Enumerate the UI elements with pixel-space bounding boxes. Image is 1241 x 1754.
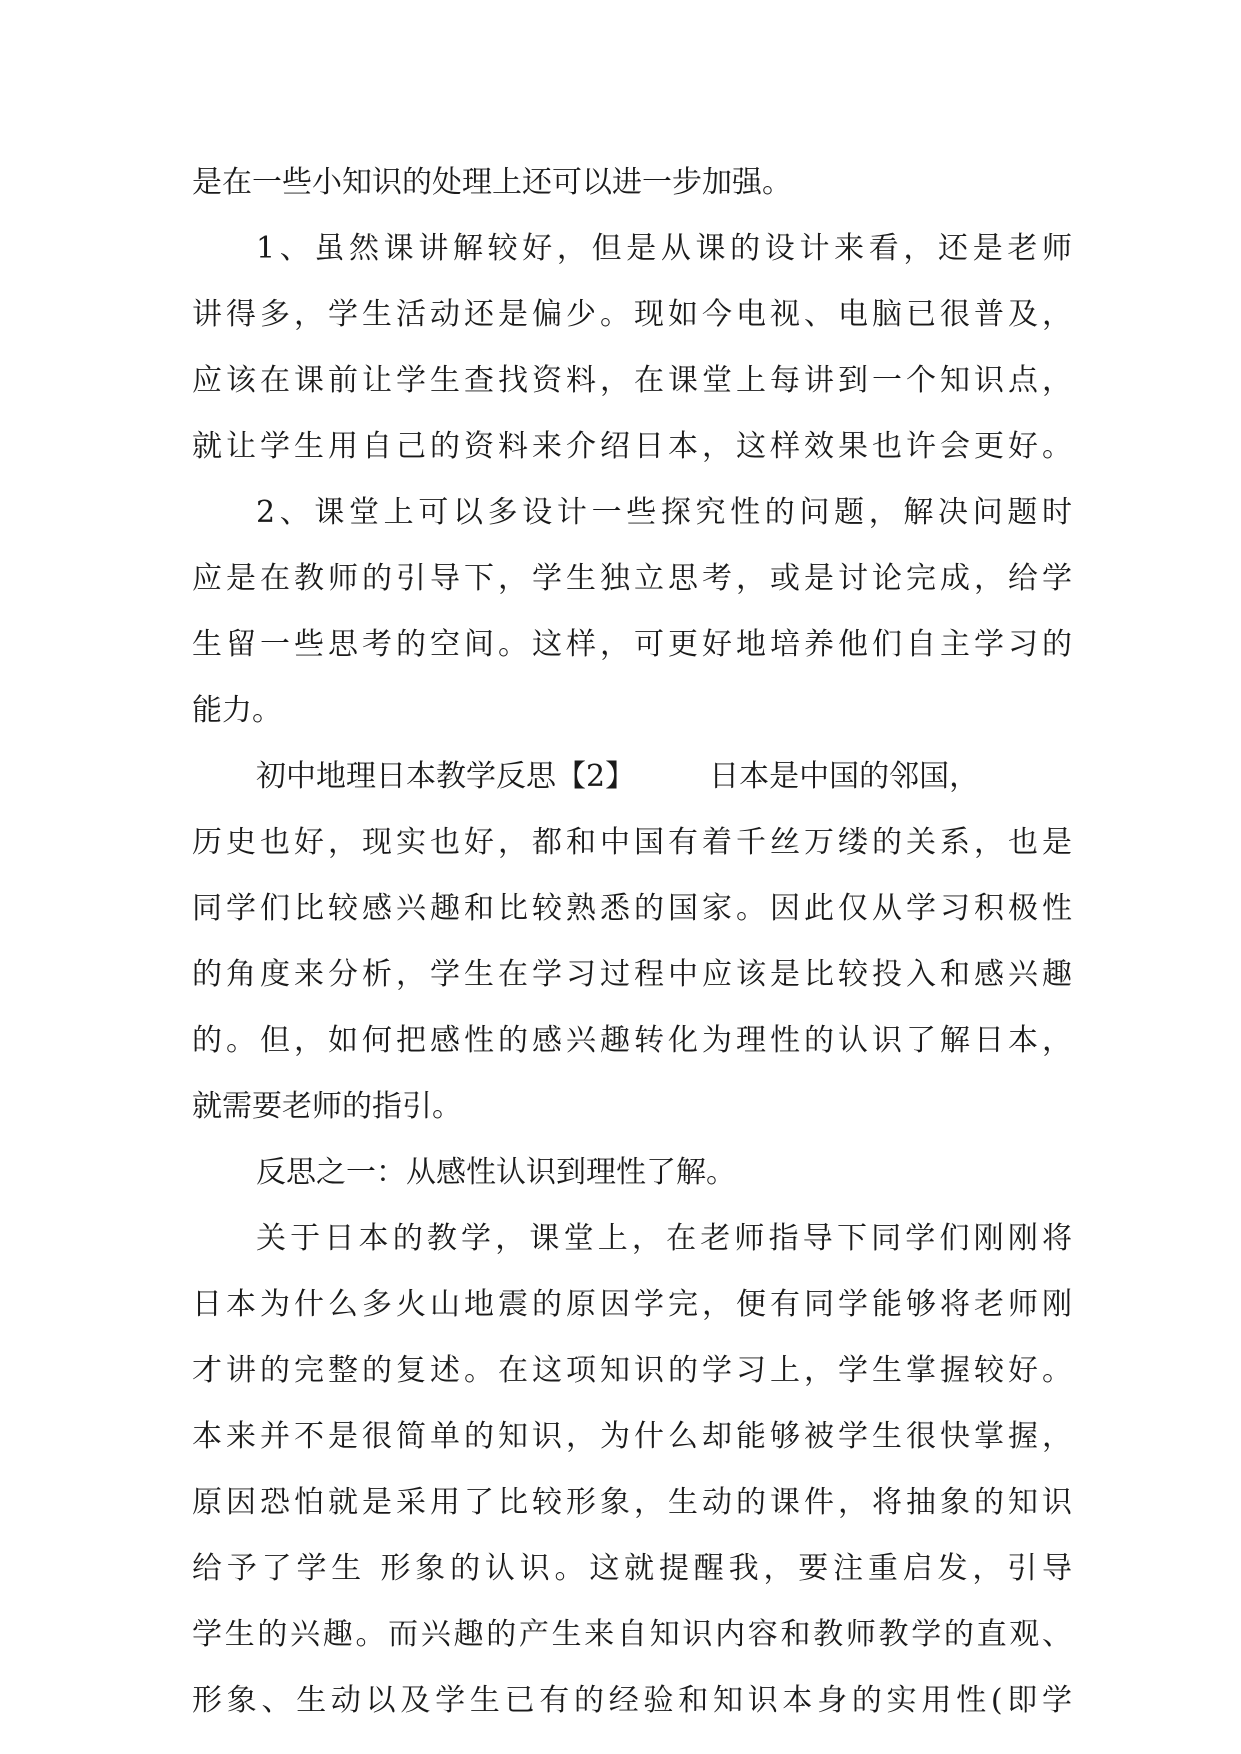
text-line: 学生的兴趣。而兴趣的产生来自知识内容和教师教学的直观、 [192,1617,1072,1652]
text-line: 原因恐怕就是采用了比较形象，生动的课件，将抽象的知识 [192,1485,1072,1520]
text-line: 历史也好，现实也好，都和中国有着千丝万缕的关系，也是 [192,825,1072,860]
section-heading: 初中地理日本教学反思【2】 [256,759,636,794]
section-heading-line [192,744,1072,810]
text-line: 就让学生用自己的资料来介绍日本，这样效果也许会更好。 [192,429,1072,464]
text-line: 的。但，如何把感性的感兴趣转化为理性的认识了解日本， [192,1023,1072,1058]
text-line: 1、虽然课讲解较好，但是从课的设计来看，还是老师 [256,231,1072,266]
text-line: 讲得多，学生活动还是偏少。现如今电视、电脑已很普及， [192,297,1072,332]
text-line: 本来并不是很简单的知识，为什么却能够被学生很快掌握， [192,1419,1072,1454]
text-line: 应该在课前让学生查找资料，在课堂上每讲到一个知识点， [192,363,1072,398]
text-line: 就需要老师的指引。 [192,1089,462,1124]
text-line: 2、课堂上可以多设计一些探究性的问题，解决问题时 [256,495,1072,530]
text-line: 的角度来分析，学生在学习过程中应该是比较投入和感兴趣 [192,957,1072,992]
text-line: 是在一些小知识的处理上还可以进一步加强。 [192,165,792,200]
text-line: 生留一些思考的空间。这样，可更好地培养他们自主学习的 [192,627,1072,662]
section-intro-text: 日本是中国的邻国， [709,759,980,794]
text-line: 应是在教师的引导下，学生独立思考，或是讨论完成，给学 [192,561,1072,596]
text-line: 日本为什么多火山地震的原因学完，便有同学能够将老师刚 [192,1287,1072,1322]
subheading-line: 反思之一：从感性认识到理性了解。 [256,1155,736,1190]
text-line: 形象、生动以及学生已有的经验和知识本身的实用性(即学 [192,1683,1072,1718]
text-line: 给予了学生 形象的认识。这就提醒我，要注重启发，引导 [192,1551,1072,1586]
text-line: 能力。 [192,693,282,728]
text-line: 才讲的完整的复述。在这项知识的学习上，学生掌握较好。 [192,1353,1072,1388]
text-line: 关于日本的教学，课堂上，在老师指导下同学们刚刚将 [256,1221,1072,1256]
text-line: 同学们比较感兴趣和比较熟悉的国家。因此仅从学习积极性 [192,891,1072,926]
document-body [192,150,1072,1734]
